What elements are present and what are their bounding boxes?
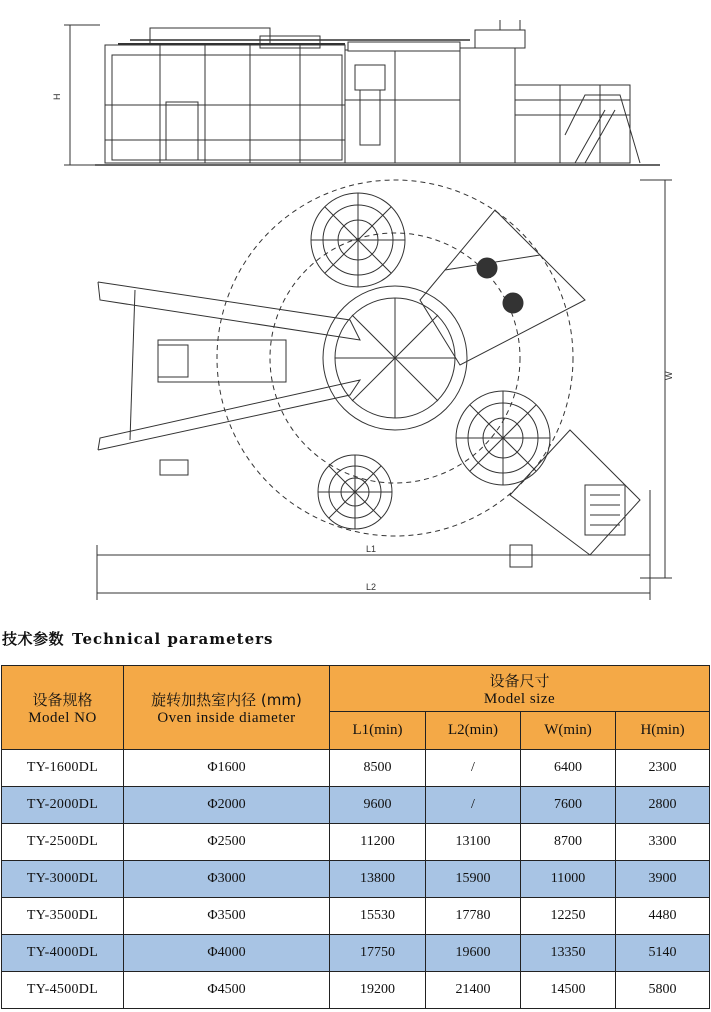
cell-model: TY-2000DL (2, 787, 124, 824)
cell-w: 8700 (521, 824, 616, 861)
cell-l1: 15530 (330, 898, 426, 935)
cell-oven: Φ1600 (124, 750, 330, 787)
cell-h: 2800 (616, 787, 710, 824)
cell-l1: 8500 (330, 750, 426, 787)
dim-label-h: H (52, 93, 62, 100)
cell-w: 7600 (521, 787, 616, 824)
cell-l2: / (426, 787, 521, 824)
mold-wheel-right (456, 391, 550, 485)
cell-model: TY-1600DL (2, 750, 124, 787)
cell-w: 6400 (521, 750, 616, 787)
mold-wheel-top (311, 193, 405, 287)
cell-oven: Φ4000 (124, 935, 330, 972)
header-model-size: 设备尺寸 Model size (330, 666, 710, 712)
table-row (2, 861, 710, 898)
cell-l2: 21400 (426, 972, 521, 1009)
section-title-en: Technical parameters (72, 630, 274, 648)
header-model: 设备规格 Model NO (2, 666, 124, 750)
cell-w: 11000 (521, 861, 616, 898)
cell-h: 2300 (616, 750, 710, 787)
parameters-table (1, 665, 710, 1009)
dim-label-w: W (664, 371, 674, 380)
cell-l1: 11200 (330, 824, 426, 861)
cell-h: 3300 (616, 824, 710, 861)
cell-h: 4480 (616, 898, 710, 935)
cell-w: 12250 (521, 898, 616, 935)
cell-oven: Φ3000 (124, 861, 330, 898)
cell-l2: / (426, 750, 521, 787)
machine-panel-text: HA-2000 (395, 45, 419, 51)
cell-oven: Φ2500 (124, 824, 330, 861)
header-h: H(min) (616, 712, 710, 750)
header-w: W(min) (521, 712, 616, 750)
section-title (2, 628, 273, 649)
cell-l1: 9600 (330, 787, 426, 824)
cell-l2: 17780 (426, 898, 521, 935)
side-elevation (64, 20, 660, 165)
cell-model: TY-3500DL (2, 898, 124, 935)
cell-l1: 19200 (330, 972, 426, 1009)
dim-label-l2: L2 (366, 582, 377, 592)
cell-oven: Φ2000 (124, 787, 330, 824)
cell-model: TY-4000DL (2, 935, 124, 972)
cell-l1: 17750 (330, 935, 426, 972)
cell-oven: Φ4500 (124, 972, 330, 1009)
cell-h: 5140 (616, 935, 710, 972)
cell-w: 14500 (521, 972, 616, 1009)
section-title-zh: 技术参数 (2, 630, 65, 648)
cell-model: TY-4500DL (2, 972, 124, 1009)
cell-h: 5800 (616, 972, 710, 1009)
table-row (2, 750, 710, 787)
cell-l2: 13100 (426, 824, 521, 861)
table-row (2, 935, 710, 972)
cell-l2: 19600 (426, 935, 521, 972)
table-row (2, 824, 710, 861)
cell-model: TY-3000DL (2, 861, 124, 898)
header-l2: L2(min) (426, 712, 521, 750)
cell-l1: 13800 (330, 861, 426, 898)
cell-oven: Φ3500 (124, 898, 330, 935)
header-l1: L1(min) (330, 712, 426, 750)
plan-view (97, 180, 672, 600)
table-row (2, 787, 710, 824)
cell-h: 3900 (616, 861, 710, 898)
mold-wheel-bottom (318, 455, 392, 529)
table-row (2, 898, 710, 935)
cell-model: TY-2500DL (2, 824, 124, 861)
header-oven-diameter: 旋转加热室内径 (mm) Oven inside diameter (124, 666, 330, 750)
dim-label-l1: L1 (366, 544, 377, 554)
cell-l2: 15900 (426, 861, 521, 898)
table-row (2, 972, 710, 1009)
cell-w: 13350 (521, 935, 616, 972)
